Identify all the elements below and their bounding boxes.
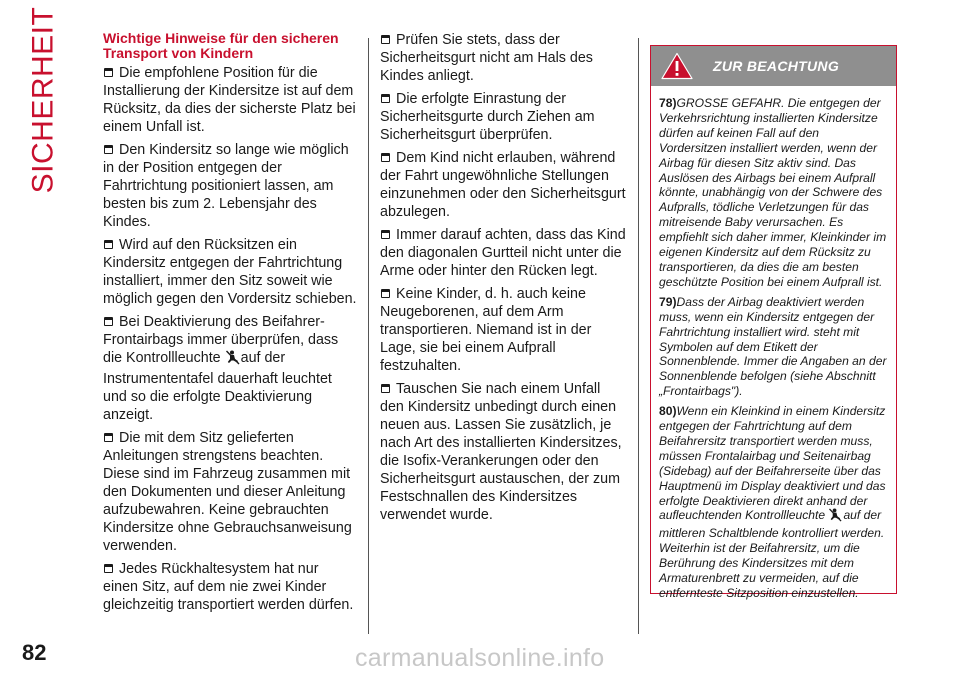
warning-note	[659, 295, 888, 399]
checkbox-bullet-icon	[104, 564, 113, 573]
paragraph	[380, 31, 628, 85]
checkbox-bullet-icon	[104, 433, 113, 442]
watermark: carmanualsonline.info	[355, 644, 605, 672]
warning-note	[659, 96, 888, 290]
paragraph	[103, 429, 357, 555]
warning-box	[650, 45, 897, 600]
paragraph-text: Die erfolgte Einrastung der Sicherheitsgurte durch Ziehen am Sicherheitsgurt überprüfen.	[380, 91, 595, 143]
note-text: auf der mittleren Schaltblende kontrolliert werden. Weiterhin ist der Beifahrersitz, um die Berührung des Kindersitzes mit dem Armaturenbrett zu vermeiden, auf die entfernteste Sitzposition einzustellen.	[659, 508, 885, 600]
warning-title: ZUR BEACHTUNG	[713, 58, 840, 74]
checkbox-bullet-icon	[381, 230, 390, 239]
section-heading: Wichtige Hinweise für den sicheren Transport von Kindern	[103, 30, 339, 61]
paragraph	[103, 141, 357, 231]
paragraph	[103, 313, 357, 424]
paragraph-text: Prüfen Sie stets, dass der Sicherheitsgurt nicht am Hals des Kindes anliegt.	[380, 32, 593, 84]
column-divider	[638, 38, 639, 634]
paragraph-text: Jedes Rückhaltesystem hat nur einen Sitz, auf dem nie zwei Kinder gleichzeitig transportiert werden dürfen.	[103, 561, 354, 613]
paragraph-text: Tauschen Sie nach einem Unfall den Kindersitz unbedingt durch einen neuen aus. Lassen Sie zusätzlich, je nach Art des installierten Kindersitzes, die Isofix-Verankerungen oder den Sicherheitsgurt austauschen, der zum Festschnallen des Kindersitzes verwendet wurde.	[380, 381, 622, 523]
paragraph-text: Keine Kinder, d. h. auch keine Neugeborenen, auf dem Arm transportieren. Niemand ist in der Lage, sie bei einem Aufprall festzuhalten.	[380, 286, 592, 374]
note-text: Dass der Airbag deaktiviert werden muss, wenn ein Kindersitz entgegen der Fahrtrichtung installiert wird. steht mit Symbolen auf dem Etikett der Sonnenblende. Immer die Angaben an der Sonnenblende befolgen (siehe Abschnitt „Frontairbags").	[659, 294, 887, 399]
paragraph-text: Die empfohlene Position für die Installierung der Kindersitze ist auf dem Rücksitz, da dies der sicherste Platz bei einem Unfall ist.	[103, 65, 356, 135]
airbag-off-warning-light-icon	[226, 350, 240, 370]
checkbox-bullet-icon	[381, 35, 390, 44]
note-number: 79)	[659, 294, 677, 309]
note-text: Wenn ein Kleinkind in einem Kindersitz entgegen der Fahrtrichtung auf dem Beifahrersitz transportiert werden muss, müssen Frontalairbag und Seitenairbag (Sidebag) auf der Beifahrerseite über das Hauptmenü im Display deaktiviert und das erfolgte Deaktivieren direkt anhand der aufleuchtenden Kontrollleuchte	[659, 404, 886, 523]
paragraph	[103, 64, 357, 136]
warning-triangle-icon	[661, 52, 693, 85]
paragraph-text: Bei Deaktivierung des Beifahrer-Frontairbags immer überprüfen, dass die Kontrollleuchte	[103, 314, 339, 366]
airbag-off-warning-light-icon	[829, 508, 842, 526]
checkbox-bullet-icon	[381, 289, 390, 298]
note-number: 78)	[659, 96, 677, 110]
warning-body	[651, 86, 896, 601]
paragraph	[103, 560, 357, 614]
checkbox-bullet-icon	[104, 317, 113, 326]
checkbox-bullet-icon	[104, 68, 113, 77]
column-divider	[368, 38, 369, 634]
paragraph	[380, 90, 628, 144]
checkbox-bullet-icon	[381, 94, 390, 103]
checkbox-bullet-icon	[104, 240, 113, 249]
note-text: GROSSE GEFAHR. Die entgegen der Verkehrsrichtung installierten Kindersitze dürfen auf keinen Fall auf den Vordersitzen installiert werden, wenn der Airbag für diesen Sitz aktiv sind. Das Auslösen des Airbags bei einem Aufprall könnte, unabhängig von der Schwere des Aufpralls, tödliche Verletzungen für das mitreisende Baby verursachen. Es empfiehlt sich daher immer, Kleinkinder im eigenen Kindersitz auf dem Rücksitz zu transportieren, da dies die am besten geschützte Position bei einem Aufprall ist.	[659, 96, 887, 289]
paragraph-text: auf der Instrumententafel dauerhaft leuchtet und so die erfolgte Deaktivierung anzeigt.	[103, 350, 332, 423]
warning-note	[659, 404, 888, 601]
paragraph	[380, 149, 628, 221]
checkbox-bullet-icon	[381, 153, 390, 162]
paragraph-text: Immer darauf achten, dass das Kind den diagonalen Gurtteil nicht unter die Arme oder hinter den Rücken legt.	[380, 227, 626, 279]
paragraph-text: Die mit dem Sitz gelieferten Anleitungen strengstens beachten. Diese sind im Fahrzeug zusammen mit den Dokumenten und dieser Anleitung aufzubewahren. Keine gebrauchten Kindersitze ohne Gebrauchsanweisung verwenden.	[103, 430, 352, 554]
paragraph	[380, 226, 628, 280]
checkbox-bullet-icon	[381, 384, 390, 393]
paragraph-text: Dem Kind nicht erlauben, während der Fahrt ungewöhnliche Stellungen einzunehmen oder den Sicherheitsgurt abzulegen.	[380, 150, 626, 220]
paragraph-text: Wird auf den Rücksitzen ein Kindersitz entgegen der Fahrtrichtung installiert, immer den Sitz soweit wie möglich gegen den Vordersitz schieben.	[103, 237, 357, 307]
checkbox-bullet-icon	[104, 145, 113, 154]
column-1	[103, 31, 357, 619]
paragraph-text: Den Kindersitz so lange wie möglich in der Position entgegen der Fahrtrichtung positioniert lassen, am besten bis zum 2. Lebensjahr des Kindes.	[103, 142, 349, 230]
section-title-text: SICHERHEIT	[26, 6, 59, 194]
page-number: 82	[22, 640, 47, 665]
note-number: 80)	[659, 404, 677, 419]
paragraph	[103, 236, 357, 308]
paragraph	[380, 285, 628, 375]
warning-header	[651, 46, 896, 86]
column-2	[380, 31, 628, 529]
section-title	[8, 6, 78, 194]
paragraph	[380, 380, 628, 524]
